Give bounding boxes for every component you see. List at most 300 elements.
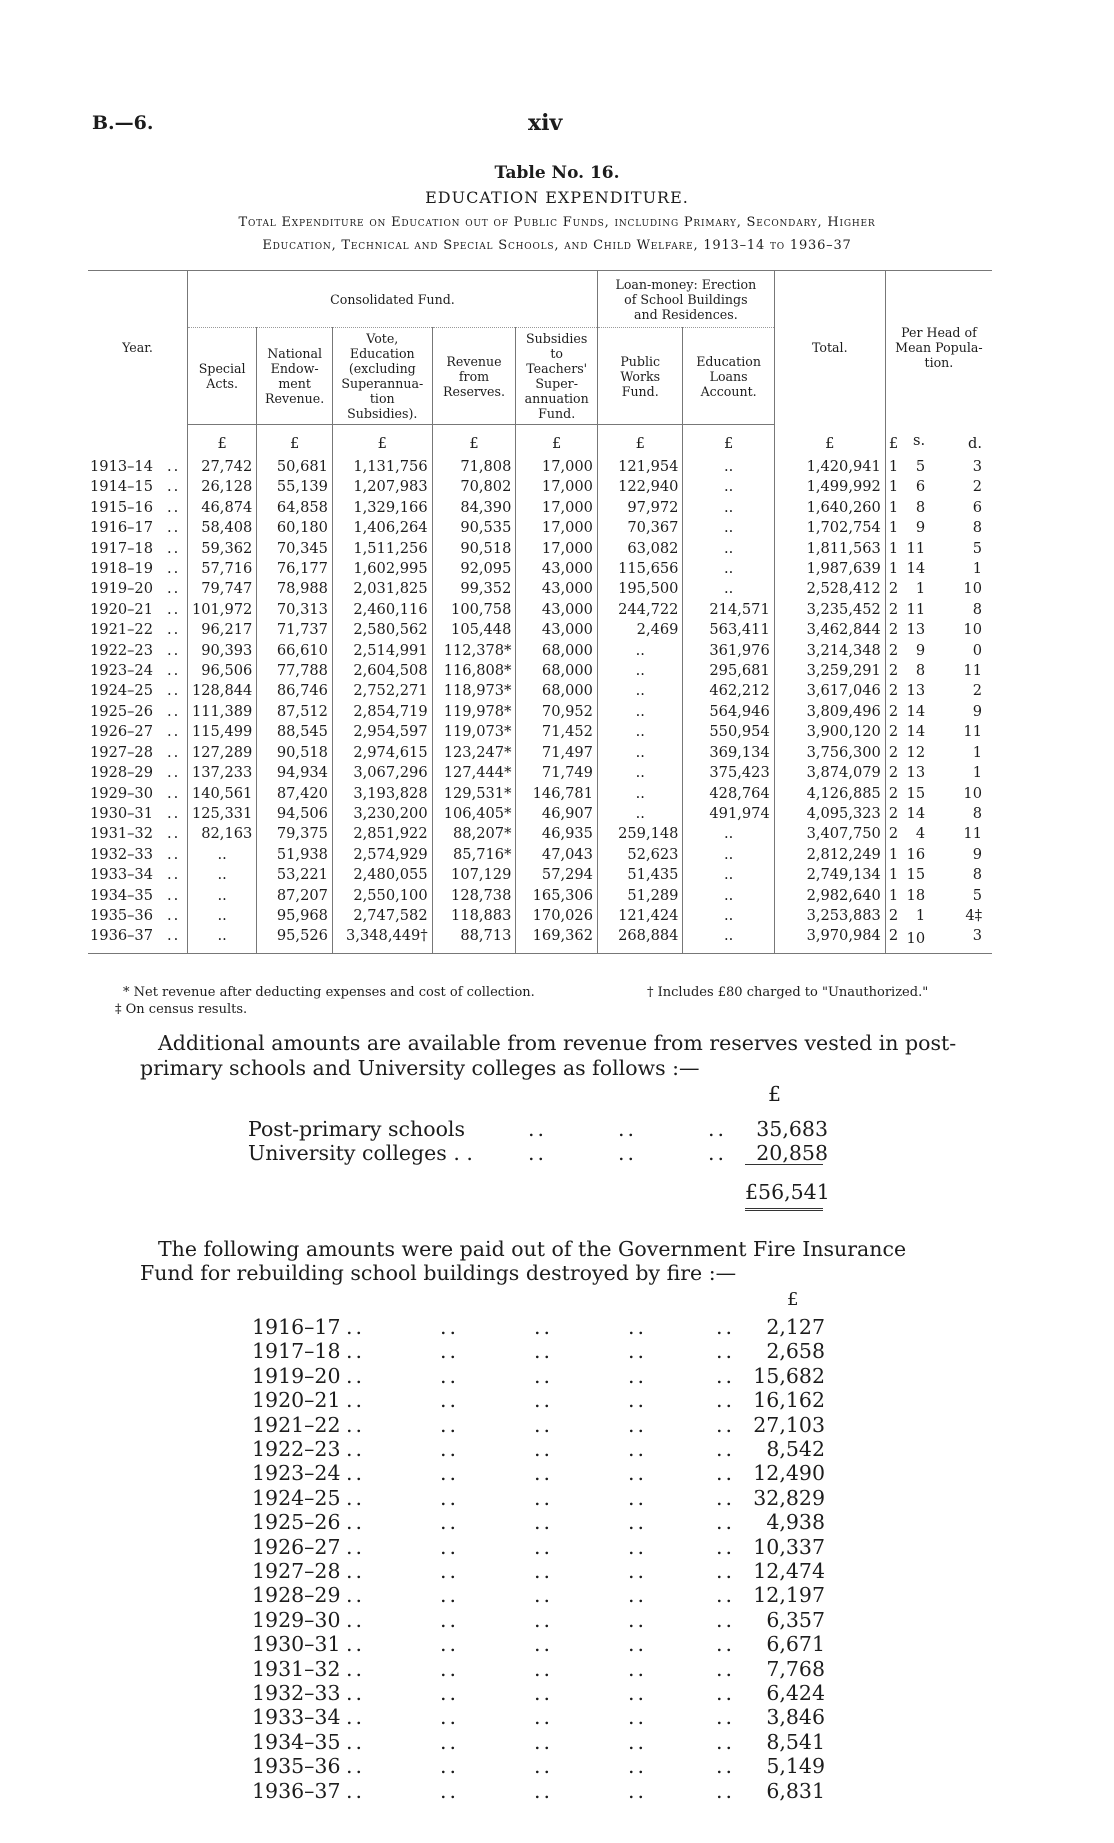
fire-item [252, 1608, 825, 1632]
leader-dots: .. [628, 1559, 648, 1583]
leader-dots: .. [167, 906, 181, 924]
leader-dots: .. [534, 1388, 554, 1413]
cell-total: 1,702,754 [774, 518, 885, 538]
fire-item-value: 32,829 [753, 1485, 825, 1510]
additional-total: £56,541 [745, 1180, 830, 1204]
fire-item-year: 1929–30 [252, 1607, 341, 1632]
cell-subsidies: 68,000 [516, 681, 598, 701]
cell-per-head-shillings: 4 [915, 825, 926, 843]
cell-per-head-shillings: 13 [906, 621, 926, 639]
cell-year [88, 824, 187, 844]
leader-dots: .. [440, 1534, 460, 1559]
cell-vote: 1,602,995 [332, 559, 432, 579]
leader-dots: .. [346, 1607, 366, 1632]
cell-revenue-reserves: 84,390 [432, 498, 516, 518]
footnote-census: ‡ On census results. [115, 1002, 248, 1017]
cell-public-works: .. [597, 722, 682, 742]
unit-pence: d. [968, 434, 982, 452]
cell-national-endowment: 94,506 [257, 804, 333, 824]
leader-dots: .. [167, 784, 181, 802]
leader-dots: .. [346, 1388, 366, 1413]
leader-dots: .. [534, 1485, 554, 1510]
leader-dots: .. [440, 1705, 460, 1730]
table-row [88, 743, 992, 763]
cell-per-head-pounds: 2 [885, 926, 903, 953]
cell-education-loans: 491,974 [683, 804, 774, 824]
fire-item [252, 1437, 825, 1461]
leader-dots: .. [167, 886, 181, 904]
cell-education-loans: .. [683, 498, 774, 518]
cell-year [88, 539, 187, 559]
cell-subsidies: 68,000 [516, 641, 598, 661]
cell-vote: 2,854,719 [332, 702, 432, 722]
leader-dots: .. [440, 1778, 460, 1803]
cell-per-head-pence: 11 [963, 825, 982, 843]
cell-vote: 3,230,200 [332, 804, 432, 824]
fire-item-value: 12,197 [753, 1583, 825, 1608]
cell-revenue-reserves: 106,405* [432, 804, 516, 824]
fire-text-line1: The following amounts were paid out of the Government Fire Insurance [158, 1237, 907, 1261]
leader-dots: .. [534, 1534, 554, 1559]
leader-dots: .. [346, 1437, 366, 1461]
leader-dots: .. [716, 1534, 736, 1559]
cell-total: 3,462,844 [774, 620, 885, 640]
leader-dots: .. [440, 1754, 460, 1779]
leader-dots: .. [716, 1315, 736, 1339]
cell-per-head-shillings: 14 [906, 702, 926, 720]
table-row [88, 845, 992, 865]
cell-per-head-pounds: 2 [885, 722, 903, 742]
cell-per-head-pence: 2 [972, 478, 982, 496]
cell-public-works: 122,940 [597, 477, 682, 497]
year-label: 1931–32 [90, 825, 154, 843]
table-title: EDUCATION EXPENDITURE. [425, 188, 689, 207]
cell-education-loans: .. [683, 926, 774, 953]
cell-total: 1,811,563 [774, 539, 885, 559]
page-number: xiv [528, 110, 563, 136]
cell-subsidies: 170,026 [516, 906, 598, 926]
col-national-endowment-header: National Endow-ment Revenue. [257, 328, 333, 425]
fire-item-year: 1925–26 [252, 1510, 341, 1535]
cell-education-loans: 428,764 [683, 784, 774, 804]
table-subtitle-line1: Total Expenditure on Education out of Public Funds, including Primary, Secondary, Higher [238, 215, 876, 230]
cell-vote: 2,974,615 [332, 743, 432, 763]
fire-item-year: 1919–20 [252, 1363, 341, 1388]
leader-dots: .. [628, 1437, 648, 1461]
leader-dots: .. [440, 1607, 460, 1632]
cell-revenue-reserves: 92,095 [432, 559, 516, 579]
fire-currency: £ [787, 1289, 799, 1310]
fire-item-value: 27,103 [753, 1412, 825, 1437]
cell-per-head-pounds: 1 [885, 845, 903, 865]
fire-item [252, 1754, 825, 1778]
cell-special-acts: 128,844 [187, 681, 256, 701]
cell-per-head-pence: 1 [972, 560, 982, 578]
cell-national-endowment: 51,938 [257, 845, 333, 865]
cell-subsidies: 165,306 [516, 886, 598, 906]
cell-subsidies: 46,935 [516, 824, 598, 844]
cell-subsidies: 57,294 [516, 865, 598, 885]
cell-vote: 2,480,055 [332, 865, 432, 885]
leader-dots: .. [167, 662, 181, 680]
unit-pound: £ [332, 425, 432, 458]
cell-subsidies: 71,452 [516, 722, 598, 742]
leader-dots: .. [716, 1705, 736, 1730]
leader-dots: .. [346, 1461, 366, 1486]
cell-year [88, 641, 187, 661]
cell-subsidies: 43,000 [516, 620, 598, 640]
cell-total: 3,407,750 [774, 824, 885, 844]
cell-vote: 1,329,166 [332, 498, 432, 518]
leader-dots: .. [716, 1412, 736, 1437]
leader-dots: .. [440, 1412, 460, 1437]
cell-vote: 2,604,508 [332, 661, 432, 681]
cell-subsidies: 17,000 [516, 477, 598, 497]
cell-special-acts: .. [187, 906, 256, 926]
col-per-head-header: Per Head of Mean Popula-tion. [885, 271, 992, 425]
cell-per-head-shillings: 11 [906, 600, 926, 618]
leader-dots: .. [716, 1607, 736, 1632]
leader-dots: .. [628, 1778, 648, 1803]
fire-item-value: 2,127 [766, 1315, 825, 1339]
fire-item-year: 1932–33 [252, 1681, 341, 1705]
cell-per-head-pence: 5 [972, 539, 982, 557]
additional-item [248, 1141, 828, 1167]
table-row [88, 641, 992, 661]
leader-dots: .. [628, 1534, 648, 1559]
cell-per-head-shillings: 15 [906, 784, 926, 802]
year-label: 1922–23 [90, 641, 154, 659]
cell-revenue-reserves: 99,352 [432, 579, 516, 599]
fire-item-value: 4,938 [766, 1510, 825, 1535]
leader-dots: .. [440, 1461, 460, 1486]
cell-special-acts: 137,233 [187, 763, 256, 783]
leader-dots: .. [167, 743, 181, 761]
cell-revenue-reserves: 129,531* [432, 784, 516, 804]
cell-year [88, 763, 187, 783]
leader-dots: .. [167, 498, 181, 516]
leader-dots: .. [167, 621, 181, 639]
cell-vote: 2,514,991 [332, 641, 432, 661]
leader-dots: .. [167, 560, 181, 578]
cell-public-works: 97,972 [597, 498, 682, 518]
cell-per-head-pence: 10 [963, 621, 982, 639]
fire-item-year: 1934–35 [252, 1729, 341, 1754]
fire-item-value: 8,541 [766, 1729, 825, 1754]
cell-public-works: 51,435 [597, 865, 682, 885]
unit-pound: £ [885, 425, 903, 458]
cell-subsidies: 17,000 [516, 518, 598, 538]
leader-dots: .. [534, 1681, 554, 1705]
leader-dots: .. [167, 682, 181, 700]
fire-item-value: 12,490 [753, 1461, 825, 1486]
unit-pound: £ [257, 425, 333, 458]
cell-national-endowment: 76,177 [257, 559, 333, 579]
footnote-net-revenue: * Net revenue after deducting expenses and cost of collection. [123, 985, 535, 1000]
cell-year [88, 926, 187, 953]
fire-item-value: 5,149 [766, 1754, 825, 1779]
cell-revenue-reserves: 85,716* [432, 845, 516, 865]
table-row [88, 926, 992, 953]
cell-per-head-shillings: 1 [915, 906, 926, 924]
leader-dots: .. [716, 1729, 736, 1754]
leader-dots: .. [716, 1485, 736, 1510]
cell-special-acts: 125,331 [187, 804, 256, 824]
cell-special-acts: 115,499 [187, 722, 256, 742]
leader-dots: .. [534, 1363, 554, 1388]
fire-item-value: 15,682 [753, 1363, 825, 1388]
cell-national-endowment: 71,737 [257, 620, 333, 640]
leader-dots: .. [534, 1632, 554, 1657]
leader-dots: .. [628, 1705, 648, 1730]
cell-special-acts: 96,506 [187, 661, 256, 681]
leader-dots: .. [346, 1315, 366, 1339]
col-revenue-reserves-header: Revenue from Reserves. [432, 328, 516, 425]
cell-national-endowment: 55,139 [257, 477, 333, 497]
leader-dots: .. [708, 1141, 728, 1165]
cell-special-acts: .. [187, 886, 256, 906]
fire-item-year: 1924–25 [252, 1485, 341, 1510]
leader-dots: .. [167, 600, 181, 618]
table-row [88, 722, 992, 742]
cell-per-head-shillings: 15 [906, 866, 926, 884]
cell-public-works: 2,469 [597, 620, 682, 640]
cell-revenue-reserves: 118,973* [432, 681, 516, 701]
fire-item [252, 1535, 825, 1559]
leader-dots: .. [346, 1363, 366, 1388]
cell-per-head-shillings: 12 [906, 743, 926, 761]
leader-dots: .. [167, 458, 181, 475]
cell-special-acts: .. [187, 845, 256, 865]
fire-item-value: 12,474 [753, 1559, 825, 1583]
cell-subsidies: 43,000 [516, 559, 598, 579]
cell-vote: 1,511,256 [332, 539, 432, 559]
cell-education-loans: 462,212 [683, 681, 774, 701]
col-year-header: Year. [88, 271, 187, 425]
cell-national-endowment: 70,313 [257, 600, 333, 620]
table-row [88, 539, 992, 559]
year-label: 1916–17 [90, 519, 154, 537]
leader-dots: .. [716, 1388, 736, 1413]
cell-special-acts: 79,747 [187, 579, 256, 599]
leader-dots: .. [167, 519, 181, 537]
table-row [88, 763, 992, 783]
leader-dots: .. [534, 1315, 554, 1339]
leader-dots: .. [716, 1510, 736, 1535]
cell-vote: 2,954,597 [332, 722, 432, 742]
additional-item-label: Post-primary schools [248, 1117, 465, 1141]
cell-public-works: 63,082 [597, 539, 682, 559]
year-label: 1935–36 [90, 906, 154, 924]
cell-total: 3,253,883 [774, 906, 885, 926]
table-row [88, 559, 992, 579]
cell-total: 1,640,260 [774, 498, 885, 518]
cell-education-loans: .. [683, 886, 774, 906]
leader-dots: .. [534, 1412, 554, 1437]
cell-vote: 3,067,296 [332, 763, 432, 783]
cell-national-endowment: 77,788 [257, 661, 333, 681]
leader-dots: .. [628, 1632, 648, 1657]
year-label: 1919–20 [90, 580, 154, 598]
cell-revenue-reserves: 71,808 [432, 457, 516, 477]
leader-dots: .. [346, 1339, 366, 1364]
fire-item-year: 1926–27 [252, 1534, 341, 1559]
fire-item [252, 1315, 825, 1339]
cell-per-head-pence: 3 [972, 458, 982, 475]
cell-vote: 2,752,271 [332, 681, 432, 701]
leader-dots: .. [716, 1363, 736, 1388]
leader-dots: .. [167, 641, 181, 659]
fire-item-value: 6,357 [766, 1607, 825, 1632]
cell-per-head-pounds: 2 [885, 824, 903, 844]
leader-dots: .. [167, 825, 181, 843]
cell-national-endowment: 50,681 [257, 457, 333, 477]
cell-special-acts: 96,217 [187, 620, 256, 640]
leader-dots: .. [167, 804, 181, 822]
cell-national-endowment: 79,375 [257, 824, 333, 844]
leader-dots: .. [440, 1485, 460, 1510]
leader-dots: .. [440, 1559, 460, 1583]
leader-dots: .. [440, 1437, 460, 1461]
cell-per-head-pounds: 2 [885, 620, 903, 640]
cell-year [88, 743, 187, 763]
fire-item-year: 1917–18 [252, 1339, 341, 1364]
leader-dots: .. [716, 1437, 736, 1461]
cell-per-head-pence: 11 [963, 723, 982, 741]
cell-vote: 2,550,100 [332, 886, 432, 906]
leader-dots: .. [167, 927, 181, 945]
cell-total: 3,874,079 [774, 763, 885, 783]
cell-year [88, 661, 187, 681]
cell-year [88, 784, 187, 804]
cell-education-loans: 563,411 [683, 620, 774, 640]
cell-per-head-shillings: 13 [906, 682, 926, 700]
cell-vote: 2,747,582 [332, 906, 432, 926]
col-vote-header: Vote, Education (excluding Superannua-tion Subsidies). [332, 328, 432, 425]
cell-per-head-pounds: 2 [885, 784, 903, 804]
cell-public-works: .. [597, 641, 682, 661]
cell-revenue-reserves: 128,738 [432, 886, 516, 906]
fire-item-year: 1936–37 [252, 1778, 341, 1803]
unit-pound: £ [516, 425, 598, 458]
cell-total: 3,617,046 [774, 681, 885, 701]
fire-item-value: 7,768 [766, 1656, 825, 1681]
leader-dots: .. [628, 1363, 648, 1388]
units-row [88, 425, 992, 458]
fire-item-year: 1927–28 [252, 1559, 341, 1583]
cell-public-works: .. [597, 661, 682, 681]
year-label: 1929–30 [90, 784, 154, 802]
fire-item-value: 10,337 [753, 1534, 825, 1559]
col-subsidies-header: Subsidies to Teachers' Super-annuation Fund. [516, 328, 598, 425]
cell-total: 3,235,452 [774, 600, 885, 620]
cell-education-loans: .. [683, 579, 774, 599]
fire-item [252, 1559, 825, 1583]
cell-subsidies: 68,000 [516, 661, 598, 681]
leader-dots: .. [628, 1485, 648, 1510]
fire-item [252, 1779, 825, 1803]
cell-per-head-shillings: 11 [906, 539, 926, 557]
table-row [88, 579, 992, 599]
leader-dots: .. [628, 1315, 648, 1339]
cell-public-works: .. [597, 763, 682, 783]
leader-dots: .. [440, 1583, 460, 1608]
cell-per-head-pounds: 1 [885, 457, 903, 477]
leader-dots: .. [716, 1583, 736, 1608]
table-row [88, 600, 992, 620]
table-number: Table No. 16. [494, 163, 620, 183]
cell-per-head-pounds: 2 [885, 906, 903, 926]
cell-special-acts: 27,742 [187, 457, 256, 477]
cell-national-endowment: 60,180 [257, 518, 333, 538]
cell-revenue-reserves: 100,758 [432, 600, 516, 620]
cell-national-endowment: 88,545 [257, 722, 333, 742]
cell-subsidies: 17,000 [516, 457, 598, 477]
cell-public-works: 70,367 [597, 518, 682, 538]
cell-total: 2,528,412 [774, 579, 885, 599]
cell-per-head-pounds: 2 [885, 579, 903, 599]
cell-per-head-pounds: 1 [885, 559, 903, 579]
leader-dots: .. [440, 1729, 460, 1754]
cell-education-loans: 369,134 [683, 743, 774, 763]
cell-per-head-pence: 11 [963, 662, 982, 680]
cell-subsidies: 169,362 [516, 926, 598, 953]
cell-year [88, 681, 187, 701]
cell-vote: 1,131,756 [332, 457, 432, 477]
leader-dots: .. [618, 1141, 638, 1165]
cell-education-loans: 214,571 [683, 600, 774, 620]
cell-subsidies: 71,497 [516, 743, 598, 763]
cell-education-loans: .. [683, 906, 774, 926]
unit-pound: £ [432, 425, 516, 458]
cell-year [88, 498, 187, 518]
fire-item [252, 1657, 825, 1681]
leader-dots: .. [716, 1754, 736, 1779]
year-label: 1927–28 [90, 743, 154, 761]
cell-per-head-pence: 0 [972, 641, 982, 659]
unit-pound: £ [774, 425, 885, 458]
cell-year [88, 620, 187, 640]
cell-year [88, 906, 187, 926]
fire-item [252, 1388, 825, 1412]
table-row [88, 498, 992, 518]
leader-dots: .. [628, 1607, 648, 1632]
leader-dots: .. [346, 1632, 366, 1657]
cell-special-acts: 58,408 [187, 518, 256, 538]
cell-national-endowment: 95,968 [257, 906, 333, 926]
cell-per-head-pence: 2 [972, 682, 982, 700]
additional-item [248, 1117, 828, 1143]
cell-education-loans: .. [683, 559, 774, 579]
cell-per-head-shillings: 10 [906, 930, 926, 948]
table-row [88, 620, 992, 640]
leader-dots: .. [716, 1339, 736, 1364]
fire-item [252, 1461, 825, 1485]
unit-shillings: s. [912, 431, 926, 449]
cell-year [88, 702, 187, 722]
total-double-rule [745, 1208, 823, 1211]
leader-dots: .. [534, 1754, 554, 1779]
cell-national-endowment: 90,518 [257, 743, 333, 763]
cell-per-head-pounds: 1 [885, 886, 903, 906]
cell-per-head-shillings: 13 [906, 764, 926, 782]
cell-year [88, 865, 187, 885]
leader-dots: .. [167, 866, 181, 884]
cell-per-head-pounds: 2 [885, 661, 903, 681]
col-total-header: Total. [774, 271, 885, 425]
cell-revenue-reserves: 112,378* [432, 641, 516, 661]
cell-per-head-shillings: 9 [915, 641, 926, 659]
